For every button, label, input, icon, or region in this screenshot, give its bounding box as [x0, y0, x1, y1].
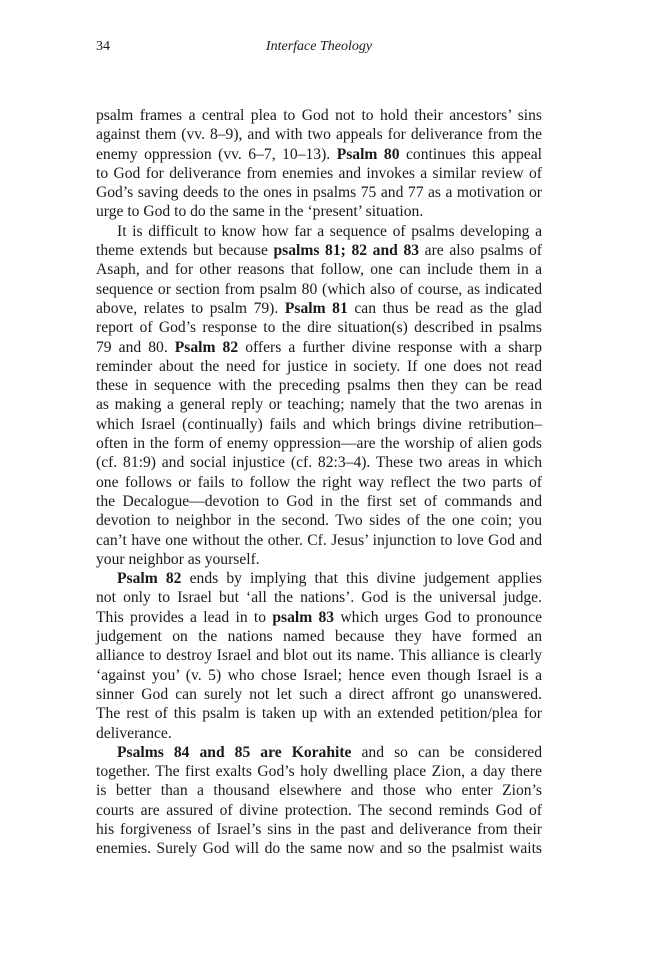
text-line: these in sequence with the preceding psalms then they can be read: [96, 377, 542, 395]
text-line: report of God’s response to the dire situation(s) described in psalms: [96, 319, 542, 337]
text-line: the Decalogue—devotion to God in the first set of commands and: [96, 492, 542, 510]
text-line: which Israel (continually) fails and which brings divine retribution–: [96, 415, 542, 433]
text-line: can’t have one without the other. Cf. Jesus’ injunction to love God and: [96, 531, 542, 549]
text-line: one follows or fails to follow the right way reflect the two parts of: [96, 473, 542, 491]
paragraph: [96, 106, 542, 222]
running-head: [96, 37, 542, 57]
text-line: This provides a lead in to psalm 83 which urges God to pronounce: [96, 608, 542, 626]
text-line: as making a general reply or teaching; namely that the two arenas in: [96, 396, 542, 414]
text-line: sinner God can surely not let such a direct affront go unanswered.: [96, 685, 542, 703]
bold-reference: Psalm 81: [284, 299, 348, 317]
text-line: is better than a thousand elsewhere and those who enter Zion’s: [96, 782, 542, 800]
text-line: against them (vv. 8–9), and with two appeals for deliverance from the: [96, 126, 542, 144]
text-line: often in the form of enemy oppression—are the worship of alien gods: [96, 435, 542, 453]
text-line: his forgiveness of Israel’s sins in the past and deliverance from their: [96, 820, 542, 838]
body-text: [96, 106, 542, 859]
text-line: above, relates to psalm 79). Psalm 81 can thus be read as the glad: [96, 299, 542, 317]
text-line: God’s saving deeds to the ones in psalms 75 and 77 as a motivation or: [96, 184, 542, 202]
paragraph: [96, 743, 542, 859]
text-line: psalm frames a central plea to God not to hold their ancestors’ sins: [96, 107, 542, 124]
text-line: Psalms 84 and 85 are Korahite and so can be considered: [117, 743, 542, 761]
bold-reference: Psalm 80: [336, 145, 400, 163]
page-number: 34: [96, 39, 110, 54]
bold-reference: Psalms 84 and 85 are Korahite: [117, 743, 352, 761]
text-line: to God for deliverance from enemies and invokes a similar review of: [96, 164, 542, 182]
text-line: enemy oppression (vv. 6–7, 10–13). Psalm 80 continues this appeal: [96, 145, 542, 163]
paragraph: [96, 569, 542, 743]
bold-reference: psalms 81; 82 and 83: [273, 242, 420, 260]
text-line: urge to God to do the same in the ‘present’ situation.: [96, 203, 424, 221]
text-line: sequence or section from psalm 80 (which also of course, as indicated: [96, 280, 542, 298]
text-line: reminder about the need for justice in society. If one does not read: [96, 357, 542, 375]
text-line: (cf. 81:9) and social injustice (cf. 82:3–4). These two areas in which: [96, 454, 542, 472]
text-line: The rest of this psalm is taken up with an extended petition/plea for: [96, 705, 542, 723]
text-line: Asaph, and for other reasons that follow, one can include them in a: [96, 261, 542, 279]
text-line: It is difficult to know how far a sequence of psalms developing a: [117, 222, 542, 240]
text-line: not only to Israel but ‘all the nations’. God is the universal judge.: [96, 589, 542, 607]
bold-reference: Psalm 82: [174, 338, 239, 356]
text-line: your neighbor as yourself.: [96, 550, 260, 568]
text-line: 79 and 80. Psalm 82 offers a further divine response with a sharp: [96, 338, 542, 356]
running-title: Interface Theology: [265, 39, 373, 54]
text-line: courts are assured of divine protection. The second reminds God of: [96, 801, 542, 819]
text-line: deliverance.: [96, 724, 172, 742]
bold-reference: psalm 83: [272, 608, 335, 626]
text-line: judgement on the nations named because they have formed an: [96, 628, 542, 646]
text-line: theme extends but because psalms 81; 82 and 83 are also psalms of: [96, 242, 542, 260]
text-line: devotion to neighbor in the second. Two sides of the one coin; you: [96, 512, 542, 530]
text-line: ‘against you’ (v. 5) who chose Israel; hence even though Israel is a: [96, 666, 542, 684]
text-line: alliance to destroy Israel and blot out its name. This alliance is clearly: [96, 647, 542, 665]
paragraph: [96, 222, 542, 569]
text-line: Psalm 82 ends by implying that this divine judgement applies: [117, 570, 542, 588]
text-line: enemies. Surely God will do the same now and so the psalmist waits: [96, 840, 542, 858]
bold-reference: Psalm 82: [117, 570, 182, 588]
text-line: together. The first exalts God’s holy dwelling place Zion, a day there: [96, 763, 542, 781]
